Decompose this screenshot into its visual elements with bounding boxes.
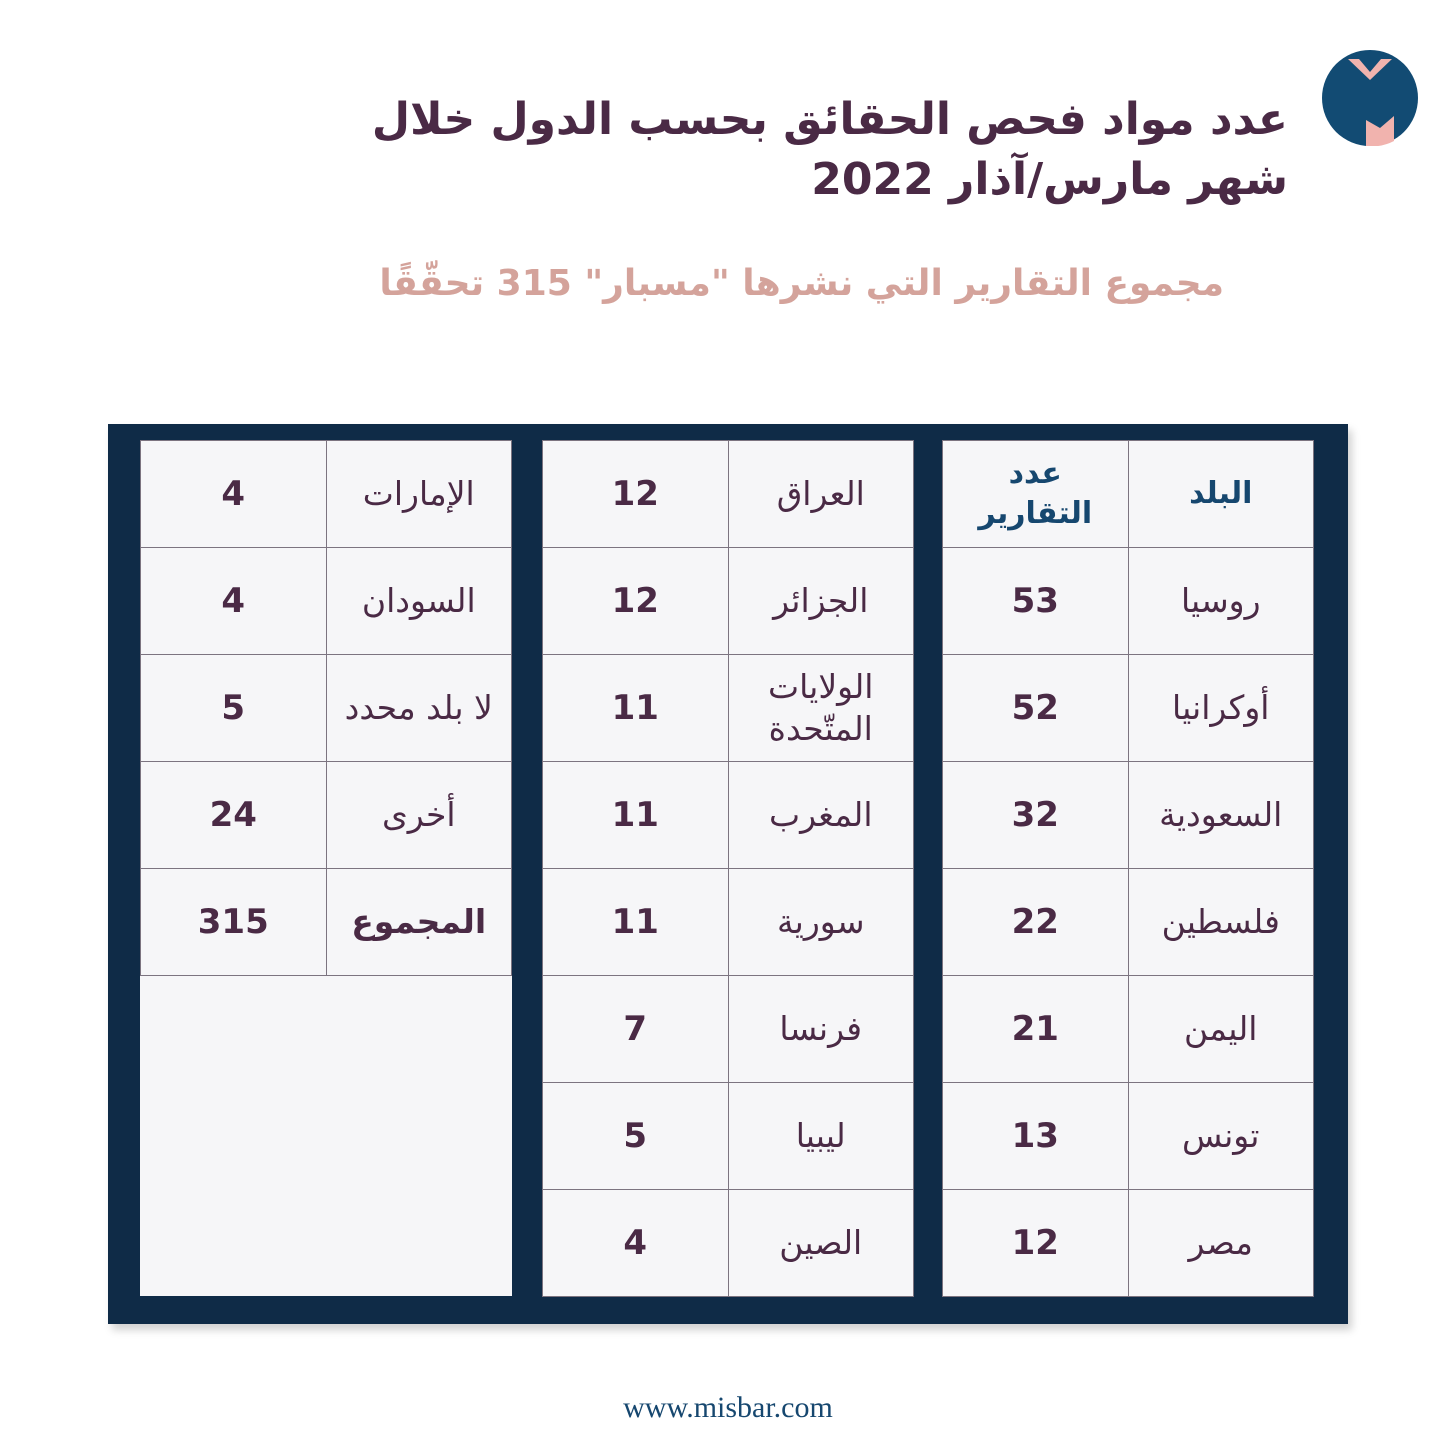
table-row [543, 1083, 914, 1190]
table-row [141, 655, 512, 762]
empty-cell [141, 976, 512, 1297]
total-count: 315 [141, 869, 327, 976]
total-row [141, 869, 512, 976]
country-cell: تونس [1128, 1083, 1314, 1190]
count-cell: 4 [543, 1190, 729, 1297]
page-subtitle: مجموع التقارير التي نشرها "مسبار" 315 تحقّقًا [379, 263, 1224, 304]
count-cell: 52 [943, 655, 1129, 762]
country-cell: اليمن [1128, 976, 1314, 1083]
count-cell: 5 [543, 1083, 729, 1190]
table-row [943, 762, 1314, 869]
table-row [543, 869, 914, 976]
count-cell: 53 [943, 548, 1129, 655]
table-row [543, 762, 914, 869]
country-cell: ليبيا [728, 1083, 914, 1190]
count-cell: 22 [943, 869, 1129, 976]
table-row [943, 548, 1314, 655]
country-cell: أوكرانيا [1128, 655, 1314, 762]
country-table-left [140, 440, 512, 1296]
country-table-middle [542, 440, 914, 1297]
count-cell: 5 [141, 655, 327, 762]
table-board [108, 424, 1348, 1324]
footer-url[interactable]: www.misbar.com [623, 1391, 833, 1424]
table-header-row [943, 441, 1314, 548]
table-row [943, 1083, 1314, 1190]
country-cell: الولايات المتّحدة [728, 655, 914, 762]
country-cell: الصين [728, 1190, 914, 1297]
count-cell: 11 [543, 762, 729, 869]
table-row [543, 548, 914, 655]
country-cell: فلسطين [1128, 869, 1314, 976]
country-cell: المغرب [728, 762, 914, 869]
count-cell: 32 [943, 762, 1129, 869]
count-cell: 24 [141, 762, 327, 869]
country-table-right [942, 440, 1314, 1297]
count-cell: 4 [141, 441, 327, 548]
country-cell: فرنسا [728, 976, 914, 1083]
country-cell: أخرى [326, 762, 512, 869]
count-column-header: عدد التقارير [943, 441, 1129, 548]
country-cell: روسيا [1128, 548, 1314, 655]
table-row [141, 762, 512, 869]
total-label: المجموع [326, 869, 512, 976]
empty-row [141, 976, 512, 1297]
table-row [141, 441, 512, 548]
count-cell: 4 [141, 548, 327, 655]
table-row [943, 1190, 1314, 1297]
country-cell: السودان [326, 548, 512, 655]
country-cell: الإمارات [326, 441, 512, 548]
page-title: عدد مواد فحص الحقائق بحسب الدول خلال شهر مارس/آذار 2022 [371, 94, 1288, 205]
count-cell: 12 [943, 1190, 1129, 1297]
country-cell: العراق [728, 441, 914, 548]
count-cell: 12 [543, 548, 729, 655]
table-row [943, 655, 1314, 762]
count-cell: 7 [543, 976, 729, 1083]
country-cell: السعودية [1128, 762, 1314, 869]
misbar-logo-icon [1322, 50, 1418, 146]
count-cell: 11 [543, 655, 729, 762]
count-cell: 13 [943, 1083, 1129, 1190]
country-cell: الجزائر [728, 548, 914, 655]
table-row [543, 976, 914, 1083]
country-cell: مصر [1128, 1190, 1314, 1297]
country-cell: سورية [728, 869, 914, 976]
table-row [543, 1190, 914, 1297]
count-cell: 11 [543, 869, 729, 976]
country-cell: لا بلد محدد [326, 655, 512, 762]
table-row [543, 441, 914, 548]
country-column-header: البلد [1128, 441, 1314, 548]
table-row [141, 548, 512, 655]
count-cell: 21 [943, 976, 1129, 1083]
table-row [543, 655, 914, 762]
table-row [943, 976, 1314, 1083]
table-row [943, 869, 1314, 976]
count-cell: 12 [543, 441, 729, 548]
